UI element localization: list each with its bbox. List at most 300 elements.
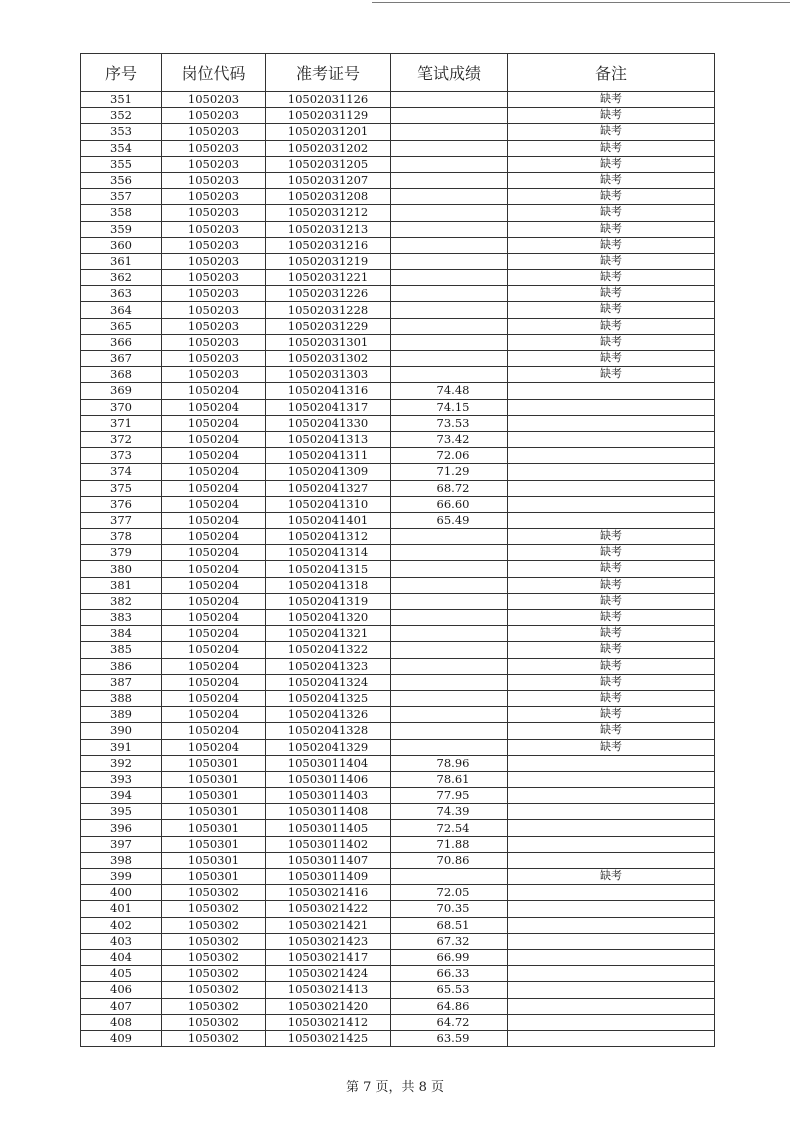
table-row (81, 982, 715, 998)
cell-ticket-number: 10502041313 (266, 431, 391, 447)
table-row (81, 108, 715, 124)
cell-written-score (391, 674, 508, 690)
cell-ticket-number: 10502041328 (266, 723, 391, 739)
cell-ticket-number: 10503021425 (266, 1030, 391, 1046)
cell-ticket-number: 10503011402 (266, 836, 391, 852)
cell-written-score: 67.32 (391, 933, 508, 949)
cell-ticket-number: 10503011409 (266, 869, 391, 885)
table-row (81, 302, 715, 318)
table-row (81, 286, 715, 302)
table-row (81, 189, 715, 205)
cell-serial: 375 (81, 480, 162, 496)
cell-serial: 351 (81, 92, 162, 108)
cell-remarks: 缺考 (508, 610, 715, 626)
cell-remarks: 缺考 (508, 367, 715, 383)
table-row (81, 399, 715, 415)
cell-written-score (391, 172, 508, 188)
cell-written-score (391, 626, 508, 642)
score-table (80, 53, 715, 1047)
table-row (81, 351, 715, 367)
cell-written-score: 74.48 (391, 383, 508, 399)
table-row (81, 755, 715, 771)
cell-written-score (391, 561, 508, 577)
cell-remarks: 缺考 (508, 108, 715, 124)
cell-position-code: 1050203 (162, 205, 266, 221)
cell-written-score: 63.59 (391, 1030, 508, 1046)
cell-position-code: 1050204 (162, 415, 266, 431)
cell-written-score (391, 869, 508, 885)
cell-position-code: 1050301 (162, 755, 266, 771)
table-row (81, 512, 715, 528)
cell-remarks (508, 998, 715, 1014)
cell-serial: 386 (81, 658, 162, 674)
cell-ticket-number: 10502041326 (266, 707, 391, 723)
cell-ticket-number: 10502031303 (266, 367, 391, 383)
table-row (81, 836, 715, 852)
cell-written-score: 78.96 (391, 755, 508, 771)
cell-ticket-number: 10503011408 (266, 804, 391, 820)
cell-position-code: 1050203 (162, 318, 266, 334)
cell-serial: 381 (81, 577, 162, 593)
cell-serial: 409 (81, 1030, 162, 1046)
cell-ticket-number: 10502041315 (266, 561, 391, 577)
cell-ticket-number: 10503011406 (266, 771, 391, 787)
cell-position-code: 1050204 (162, 593, 266, 609)
cell-ticket-number: 10502041401 (266, 512, 391, 528)
cell-serial: 407 (81, 998, 162, 1014)
cell-serial: 376 (81, 496, 162, 512)
cell-written-score (391, 610, 508, 626)
cell-position-code: 1050204 (162, 431, 266, 447)
cell-written-score: 70.86 (391, 852, 508, 868)
table-body (81, 92, 715, 1047)
cell-written-score (391, 690, 508, 706)
cell-remarks (508, 966, 715, 982)
cell-remarks (508, 496, 715, 512)
table-row (81, 869, 715, 885)
cell-serial: 372 (81, 431, 162, 447)
table-row (81, 156, 715, 172)
cell-ticket-number: 10502031205 (266, 156, 391, 172)
cell-ticket-number: 10503011404 (266, 755, 391, 771)
table-row (81, 933, 715, 949)
cell-written-score: 72.54 (391, 820, 508, 836)
cell-serial: 369 (81, 383, 162, 399)
cell-serial: 354 (81, 140, 162, 156)
column-header-ticket-number: 准考证号 (266, 54, 391, 92)
table-row (81, 642, 715, 658)
cell-remarks: 缺考 (508, 561, 715, 577)
table-row (81, 820, 715, 836)
cell-written-score: 65.49 (391, 512, 508, 528)
cell-remarks (508, 771, 715, 787)
table-row (81, 707, 715, 723)
cell-serial: 379 (81, 545, 162, 561)
table-row (81, 771, 715, 787)
cell-position-code: 1050204 (162, 512, 266, 528)
cell-remarks (508, 383, 715, 399)
cell-position-code: 1050203 (162, 286, 266, 302)
table-row (81, 1030, 715, 1046)
cell-serial: 383 (81, 610, 162, 626)
table-row (81, 690, 715, 706)
cell-written-score: 71.29 (391, 464, 508, 480)
table-row (81, 464, 715, 480)
cell-remarks: 缺考 (508, 351, 715, 367)
cell-ticket-number: 10502041327 (266, 480, 391, 496)
cell-serial: 400 (81, 885, 162, 901)
cell-remarks (508, 804, 715, 820)
cell-position-code: 1050203 (162, 140, 266, 156)
cell-position-code: 1050203 (162, 124, 266, 140)
cell-serial: 403 (81, 933, 162, 949)
cell-written-score (391, 707, 508, 723)
cell-remarks (508, 852, 715, 868)
cell-remarks: 缺考 (508, 690, 715, 706)
cell-position-code: 1050204 (162, 480, 266, 496)
cell-remarks: 缺考 (508, 92, 715, 108)
cell-written-score (391, 221, 508, 237)
table-row (81, 334, 715, 350)
table-row (81, 529, 715, 545)
table-row (81, 318, 715, 334)
cell-position-code: 1050204 (162, 610, 266, 626)
cell-serial: 357 (81, 189, 162, 205)
cell-position-code: 1050203 (162, 270, 266, 286)
cell-serial: 364 (81, 302, 162, 318)
cell-position-code: 1050203 (162, 367, 266, 383)
cell-ticket-number: 10502041312 (266, 529, 391, 545)
cell-written-score (391, 577, 508, 593)
cell-remarks (508, 949, 715, 965)
cell-serial: 408 (81, 1014, 162, 1030)
cell-ticket-number: 10502041314 (266, 545, 391, 561)
table-row (81, 917, 715, 933)
cell-remarks (508, 755, 715, 771)
cell-remarks: 缺考 (508, 626, 715, 642)
cell-remarks: 缺考 (508, 205, 715, 221)
cell-position-code: 1050302 (162, 966, 266, 982)
table-row (81, 804, 715, 820)
cell-written-score (391, 351, 508, 367)
cell-position-code: 1050302 (162, 982, 266, 998)
cell-position-code: 1050204 (162, 674, 266, 690)
table-row (81, 480, 715, 496)
cell-remarks (508, 480, 715, 496)
table-row (81, 431, 715, 447)
cell-position-code: 1050204 (162, 626, 266, 642)
cell-position-code: 1050203 (162, 172, 266, 188)
cell-written-score (391, 367, 508, 383)
cell-ticket-number: 10502031302 (266, 351, 391, 367)
cell-written-score (391, 302, 508, 318)
cell-position-code: 1050204 (162, 448, 266, 464)
cell-position-code: 1050302 (162, 998, 266, 1014)
cell-remarks: 缺考 (508, 237, 715, 253)
cell-written-score: 64.86 (391, 998, 508, 1014)
cell-ticket-number: 10503011403 (266, 788, 391, 804)
cell-remarks (508, 1030, 715, 1046)
cell-written-score (391, 124, 508, 140)
column-header-serial: 序号 (81, 54, 162, 92)
cell-serial: 365 (81, 318, 162, 334)
cell-remarks: 缺考 (508, 529, 715, 545)
cell-ticket-number: 10502031126 (266, 92, 391, 108)
table-row (81, 561, 715, 577)
cell-serial: 385 (81, 642, 162, 658)
cell-position-code: 1050203 (162, 351, 266, 367)
cell-remarks: 缺考 (508, 674, 715, 690)
cell-remarks: 缺考 (508, 642, 715, 658)
cell-written-score (391, 108, 508, 124)
cell-position-code: 1050203 (162, 221, 266, 237)
cell-remarks: 缺考 (508, 156, 715, 172)
table-row (81, 610, 715, 626)
cell-ticket-number: 10502041319 (266, 593, 391, 609)
cell-ticket-number: 10503021412 (266, 1014, 391, 1030)
cell-position-code: 1050204 (162, 383, 266, 399)
cell-serial: 377 (81, 512, 162, 528)
cell-written-score (391, 189, 508, 205)
cell-serial: 380 (81, 561, 162, 577)
cell-serial: 397 (81, 836, 162, 852)
cell-serial: 373 (81, 448, 162, 464)
cell-ticket-number: 10503021416 (266, 885, 391, 901)
cell-written-score (391, 642, 508, 658)
cell-serial: 387 (81, 674, 162, 690)
cell-remarks (508, 464, 715, 480)
cell-remarks: 缺考 (508, 545, 715, 561)
table-row (81, 92, 715, 108)
cell-serial: 356 (81, 172, 162, 188)
cell-position-code: 1050301 (162, 771, 266, 787)
cell-ticket-number: 10502031213 (266, 221, 391, 237)
cell-written-score (391, 270, 508, 286)
table-row (81, 367, 715, 383)
cell-ticket-number: 10502031207 (266, 172, 391, 188)
cell-written-score: 73.42 (391, 431, 508, 447)
table-row (81, 998, 715, 1014)
table-row (81, 723, 715, 739)
cell-ticket-number: 10502041325 (266, 690, 391, 706)
table-row (81, 885, 715, 901)
table-row (81, 577, 715, 593)
table-row (81, 949, 715, 965)
cell-position-code: 1050302 (162, 933, 266, 949)
cell-position-code: 1050301 (162, 836, 266, 852)
cell-serial: 391 (81, 739, 162, 755)
cell-remarks (508, 512, 715, 528)
cell-serial: 363 (81, 286, 162, 302)
cell-written-score: 77.95 (391, 788, 508, 804)
cell-remarks: 缺考 (508, 189, 715, 205)
cell-serial: 393 (81, 771, 162, 787)
cell-position-code: 1050301 (162, 788, 266, 804)
cell-remarks: 缺考 (508, 723, 715, 739)
column-header-written-score: 笔试成绩 (391, 54, 508, 92)
cell-position-code: 1050204 (162, 690, 266, 706)
cell-serial: 368 (81, 367, 162, 383)
cell-serial: 355 (81, 156, 162, 172)
table-row (81, 124, 715, 140)
cell-position-code: 1050204 (162, 464, 266, 480)
cell-ticket-number: 10502031301 (266, 334, 391, 350)
cell-ticket-number: 10502041323 (266, 658, 391, 674)
cell-position-code: 1050302 (162, 917, 266, 933)
cell-remarks (508, 933, 715, 949)
table-row (81, 901, 715, 917)
cell-ticket-number: 10502041329 (266, 739, 391, 755)
cell-position-code: 1050204 (162, 399, 266, 415)
cell-ticket-number: 10503021422 (266, 901, 391, 917)
cell-position-code: 1050203 (162, 253, 266, 269)
cell-ticket-number: 10502041309 (266, 464, 391, 480)
cell-ticket-number: 10502031221 (266, 270, 391, 286)
cell-written-score (391, 545, 508, 561)
cell-ticket-number: 10502031228 (266, 302, 391, 318)
cell-serial: 388 (81, 690, 162, 706)
cell-written-score (391, 529, 508, 545)
cell-ticket-number: 10502031219 (266, 253, 391, 269)
cell-ticket-number: 10502041322 (266, 642, 391, 658)
table-header-row (81, 54, 715, 92)
cell-position-code: 1050302 (162, 901, 266, 917)
cell-remarks (508, 448, 715, 464)
cell-remarks (508, 399, 715, 415)
cell-written-score: 74.15 (391, 399, 508, 415)
cell-remarks: 缺考 (508, 577, 715, 593)
cell-written-score (391, 593, 508, 609)
cell-written-score: 72.06 (391, 448, 508, 464)
table-row (81, 140, 715, 156)
cell-remarks (508, 820, 715, 836)
cell-ticket-number: 10502031229 (266, 318, 391, 334)
cell-written-score: 64.72 (391, 1014, 508, 1030)
cell-remarks (508, 788, 715, 804)
cell-remarks (508, 836, 715, 852)
cell-position-code: 1050204 (162, 529, 266, 545)
cell-written-score: 71.88 (391, 836, 508, 852)
cell-ticket-number: 10502041324 (266, 674, 391, 690)
table-row (81, 626, 715, 642)
cell-position-code: 1050203 (162, 302, 266, 318)
table-row (81, 172, 715, 188)
cell-position-code: 1050203 (162, 334, 266, 350)
cell-position-code: 1050302 (162, 1014, 266, 1030)
cell-written-score (391, 140, 508, 156)
table-row (81, 383, 715, 399)
cell-position-code: 1050204 (162, 707, 266, 723)
cell-remarks: 缺考 (508, 124, 715, 140)
cell-serial: 371 (81, 415, 162, 431)
cell-written-score: 70.35 (391, 901, 508, 917)
cell-written-score (391, 286, 508, 302)
cell-remarks: 缺考 (508, 253, 715, 269)
cell-ticket-number: 10502041318 (266, 577, 391, 593)
cell-remarks: 缺考 (508, 334, 715, 350)
cell-serial: 395 (81, 804, 162, 820)
cell-remarks (508, 917, 715, 933)
cell-remarks (508, 415, 715, 431)
cell-remarks (508, 431, 715, 447)
cell-written-score (391, 658, 508, 674)
table-row (81, 545, 715, 561)
cell-ticket-number: 10502041311 (266, 448, 391, 464)
cell-ticket-number: 10502041330 (266, 415, 391, 431)
cell-position-code: 1050301 (162, 852, 266, 868)
cell-serial: 358 (81, 205, 162, 221)
cell-position-code: 1050301 (162, 869, 266, 885)
cell-position-code: 1050301 (162, 820, 266, 836)
cell-serial: 370 (81, 399, 162, 415)
table-row (81, 221, 715, 237)
table-row (81, 253, 715, 269)
cell-serial: 390 (81, 723, 162, 739)
cell-remarks: 缺考 (508, 707, 715, 723)
cell-position-code: 1050204 (162, 496, 266, 512)
cell-serial: 396 (81, 820, 162, 836)
cell-serial: 382 (81, 593, 162, 609)
cell-written-score (391, 156, 508, 172)
score-table-container (80, 53, 714, 1047)
cell-position-code: 1050301 (162, 804, 266, 820)
cell-ticket-number: 10502041320 (266, 610, 391, 626)
cell-written-score: 66.60 (391, 496, 508, 512)
cell-ticket-number: 10502041317 (266, 399, 391, 415)
cell-position-code: 1050302 (162, 1030, 266, 1046)
cell-ticket-number: 10502031201 (266, 124, 391, 140)
cell-remarks: 缺考 (508, 140, 715, 156)
cell-serial: 367 (81, 351, 162, 367)
cell-remarks: 缺考 (508, 869, 715, 885)
table-row (81, 788, 715, 804)
cell-position-code: 1050204 (162, 577, 266, 593)
cell-serial: 401 (81, 901, 162, 917)
cell-serial: 384 (81, 626, 162, 642)
cell-position-code: 1050203 (162, 237, 266, 253)
cell-position-code: 1050203 (162, 92, 266, 108)
table-row (81, 1014, 715, 1030)
cell-remarks: 缺考 (508, 270, 715, 286)
cell-position-code: 1050204 (162, 561, 266, 577)
cell-serial: 405 (81, 966, 162, 982)
cell-written-score: 68.72 (391, 480, 508, 496)
cell-serial: 402 (81, 917, 162, 933)
cell-ticket-number: 10503021420 (266, 998, 391, 1014)
cell-written-score: 66.99 (391, 949, 508, 965)
cell-remarks: 缺考 (508, 172, 715, 188)
cell-written-score (391, 253, 508, 269)
cell-remarks: 缺考 (508, 658, 715, 674)
cell-written-score: 74.39 (391, 804, 508, 820)
cell-position-code: 1050204 (162, 642, 266, 658)
table-row (81, 852, 715, 868)
cell-serial: 352 (81, 108, 162, 124)
cell-serial: 366 (81, 334, 162, 350)
table-row (81, 270, 715, 286)
cell-serial: 406 (81, 982, 162, 998)
cell-ticket-number: 10503021413 (266, 982, 391, 998)
cell-ticket-number: 10502031208 (266, 189, 391, 205)
table-row (81, 237, 715, 253)
table-row (81, 674, 715, 690)
cell-position-code: 1050204 (162, 545, 266, 561)
table-row (81, 448, 715, 464)
cell-ticket-number: 10502041316 (266, 383, 391, 399)
cell-written-score: 72.05 (391, 885, 508, 901)
cell-serial: 359 (81, 221, 162, 237)
cell-serial: 360 (81, 237, 162, 253)
